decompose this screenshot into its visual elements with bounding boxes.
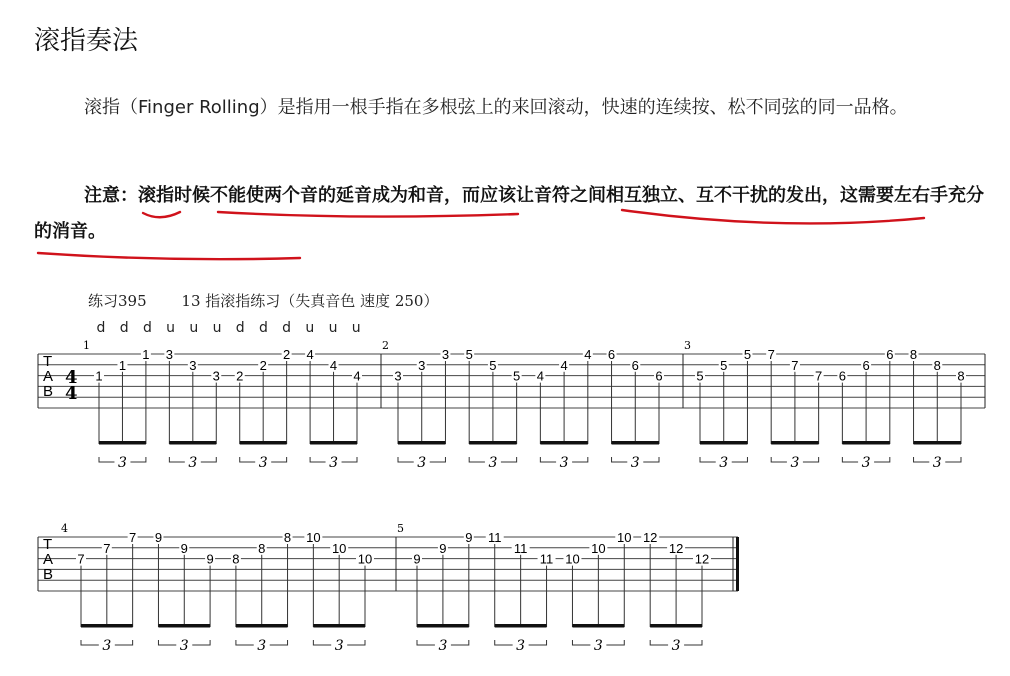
beam <box>158 624 210 628</box>
fret-number: 7 <box>77 551 85 567</box>
pick-direction: d <box>258 320 268 336</box>
triplet-label: 3 <box>488 455 498 471</box>
fret-number: 7 <box>767 347 775 362</box>
pick-direction: u <box>189 320 199 336</box>
exercise-number: 练习395 <box>88 292 147 310</box>
beam <box>398 441 445 445</box>
fret-number: 1 <box>142 347 150 362</box>
fret-number: 2 <box>236 368 244 384</box>
fret-number: 3 <box>418 357 426 373</box>
fret-number: 11 <box>487 530 502 545</box>
fret-number: 6 <box>886 347 894 362</box>
fret-number: 4 <box>353 368 361 384</box>
beam <box>842 441 889 445</box>
exercise-title: 13 指滚指练习（失真音色 速度 250） <box>181 292 439 310</box>
beam <box>99 441 146 445</box>
fret-number: 4 <box>560 357 568 373</box>
fret-number: 8 <box>909 347 918 362</box>
red-underline <box>218 212 518 217</box>
fret-number: 9 <box>465 530 473 545</box>
intro-text: 滚指（Finger Rolling）是指用一根手指在多根弦上的来回滚动，快速的连续按、松不同弦的同一品格。 <box>84 97 908 118</box>
triplet-label: 3 <box>179 638 189 654</box>
beam <box>313 624 365 628</box>
fret-number: 6 <box>862 357 870 373</box>
triplet-label: 3 <box>932 455 942 471</box>
note-text: 滚指时候不能使两个音的延音成为和音，而应该让音符之间相互独立、互不干扰的发出，这需要左右手充分的消音。 <box>34 185 984 242</box>
beam <box>417 624 469 628</box>
beam <box>650 624 702 628</box>
beam <box>700 441 747 445</box>
fret-number: 9 <box>154 530 163 545</box>
page-title: 滚指奏法 <box>34 26 139 56</box>
measure-number: 3 <box>684 339 691 352</box>
beam <box>240 441 287 445</box>
fret-number: 8 <box>258 540 266 556</box>
fret-number: 8 <box>232 551 240 567</box>
fret-number: 6 <box>655 368 663 384</box>
fret-number: 11 <box>539 551 554 567</box>
fret-number: 8 <box>933 357 941 373</box>
fret-number: 10 <box>565 551 580 567</box>
fret-number: 5 <box>696 368 704 384</box>
red-underline-annotations <box>38 210 924 259</box>
fret-number: 12 <box>694 551 710 567</box>
fret-number: 10 <box>617 530 632 545</box>
fret-number: 3 <box>165 347 173 362</box>
triplet-label: 3 <box>257 638 267 654</box>
triplet-label: 3 <box>630 455 640 471</box>
fret-number: 11 <box>513 540 528 556</box>
tab-clef-letter: T <box>43 536 53 553</box>
beam <box>469 441 516 445</box>
fret-number: 12 <box>642 530 658 545</box>
beam <box>81 624 133 628</box>
beam <box>914 441 961 445</box>
fret-number: 5 <box>743 347 752 362</box>
fret-number: 9 <box>439 540 447 556</box>
time-signature-bottom: 4 <box>65 383 78 404</box>
pick-direction: d <box>96 320 106 336</box>
fret-number: 9 <box>413 551 421 567</box>
fret-number: 10 <box>306 530 321 545</box>
tab-staff-system-2 <box>38 522 739 654</box>
beam <box>540 441 587 445</box>
triplet-label: 3 <box>102 638 112 654</box>
fret-number: 4 <box>329 357 338 373</box>
final-barline-thick <box>736 537 739 591</box>
fret-number: 9 <box>180 540 188 556</box>
fret-number: 3 <box>441 347 450 362</box>
pick-direction: d <box>142 320 152 336</box>
tab-clef-letter: B <box>43 383 54 400</box>
triplet-label: 3 <box>438 638 448 654</box>
triplet-label: 3 <box>516 638 526 654</box>
fret-number: 4 <box>584 347 592 362</box>
fret-number: 8 <box>957 368 965 384</box>
beam <box>310 441 357 445</box>
red-underline <box>38 253 300 259</box>
fret-number: 6 <box>607 347 616 362</box>
fret-number: 1 <box>118 357 127 373</box>
tab-clef-letter: T <box>43 353 53 370</box>
triplet-label: 3 <box>671 638 681 654</box>
fret-number: 6 <box>631 357 639 373</box>
fret-number: 5 <box>465 347 473 362</box>
pick-direction: u <box>166 320 176 336</box>
pick-direction: u <box>305 320 315 336</box>
fret-number: 9 <box>206 551 214 567</box>
triplet-label: 3 <box>559 455 569 471</box>
pick-direction: u <box>328 320 338 336</box>
tab-clef-letter: A <box>43 551 54 568</box>
beam <box>236 624 288 628</box>
triplet-label: 3 <box>593 638 603 654</box>
fret-number: 4 <box>306 347 314 362</box>
time-signature-top: 4 <box>65 367 78 388</box>
measure-number: 1 <box>83 339 90 352</box>
triplet-label: 3 <box>334 638 344 654</box>
fret-number: 10 <box>357 551 373 567</box>
fret-number: 5 <box>513 368 521 384</box>
fret-number: 4 <box>536 368 544 384</box>
fret-number: 7 <box>103 540 111 556</box>
measure-number: 2 <box>382 339 389 352</box>
fret-number: 5 <box>489 357 497 373</box>
triplet-label: 3 <box>329 455 339 471</box>
pick-direction: u <box>212 320 222 336</box>
pick-direction: u <box>351 320 361 336</box>
fret-number: 2 <box>283 347 291 362</box>
tab-clef-letter: A <box>43 368 54 385</box>
red-underline <box>143 212 180 217</box>
pick-direction: d <box>119 320 129 336</box>
beam <box>771 441 818 445</box>
tab-staff-system-1 <box>38 339 985 471</box>
fret-number: 5 <box>720 357 728 373</box>
beam <box>572 624 624 628</box>
triplet-label: 3 <box>790 455 800 471</box>
red-underline <box>622 210 924 223</box>
fret-number: 10 <box>331 540 347 556</box>
measure-number: 5 <box>397 522 404 535</box>
fret-number: 12 <box>668 540 684 556</box>
triplet-label: 3 <box>258 455 268 471</box>
triplet-label: 3 <box>117 455 127 471</box>
triplet-label: 3 <box>417 455 427 471</box>
fret-number: 3 <box>189 357 197 373</box>
measure-number: 4 <box>61 522 68 535</box>
tab-clef-letter: B <box>43 566 54 583</box>
fret-number: 3 <box>394 368 402 384</box>
triplet-label: 3 <box>188 455 198 471</box>
triplet-label: 3 <box>719 455 729 471</box>
beam <box>612 441 659 445</box>
triplet-label: 3 <box>861 455 871 471</box>
beam <box>495 624 547 628</box>
fret-number: 10 <box>591 540 606 556</box>
fret-number: 3 <box>212 368 220 384</box>
fret-number: 7 <box>791 357 799 373</box>
fret-number: 7 <box>129 530 137 545</box>
fret-number: 8 <box>283 530 292 545</box>
fret-number: 1 <box>95 368 103 384</box>
note-label: 注意： <box>84 185 138 206</box>
pick-direction: d <box>282 320 292 336</box>
fret-number: 2 <box>259 357 267 373</box>
beam <box>169 441 216 445</box>
fret-number: 7 <box>815 368 823 384</box>
pick-direction: d <box>235 320 245 336</box>
fret-number: 6 <box>838 368 846 384</box>
